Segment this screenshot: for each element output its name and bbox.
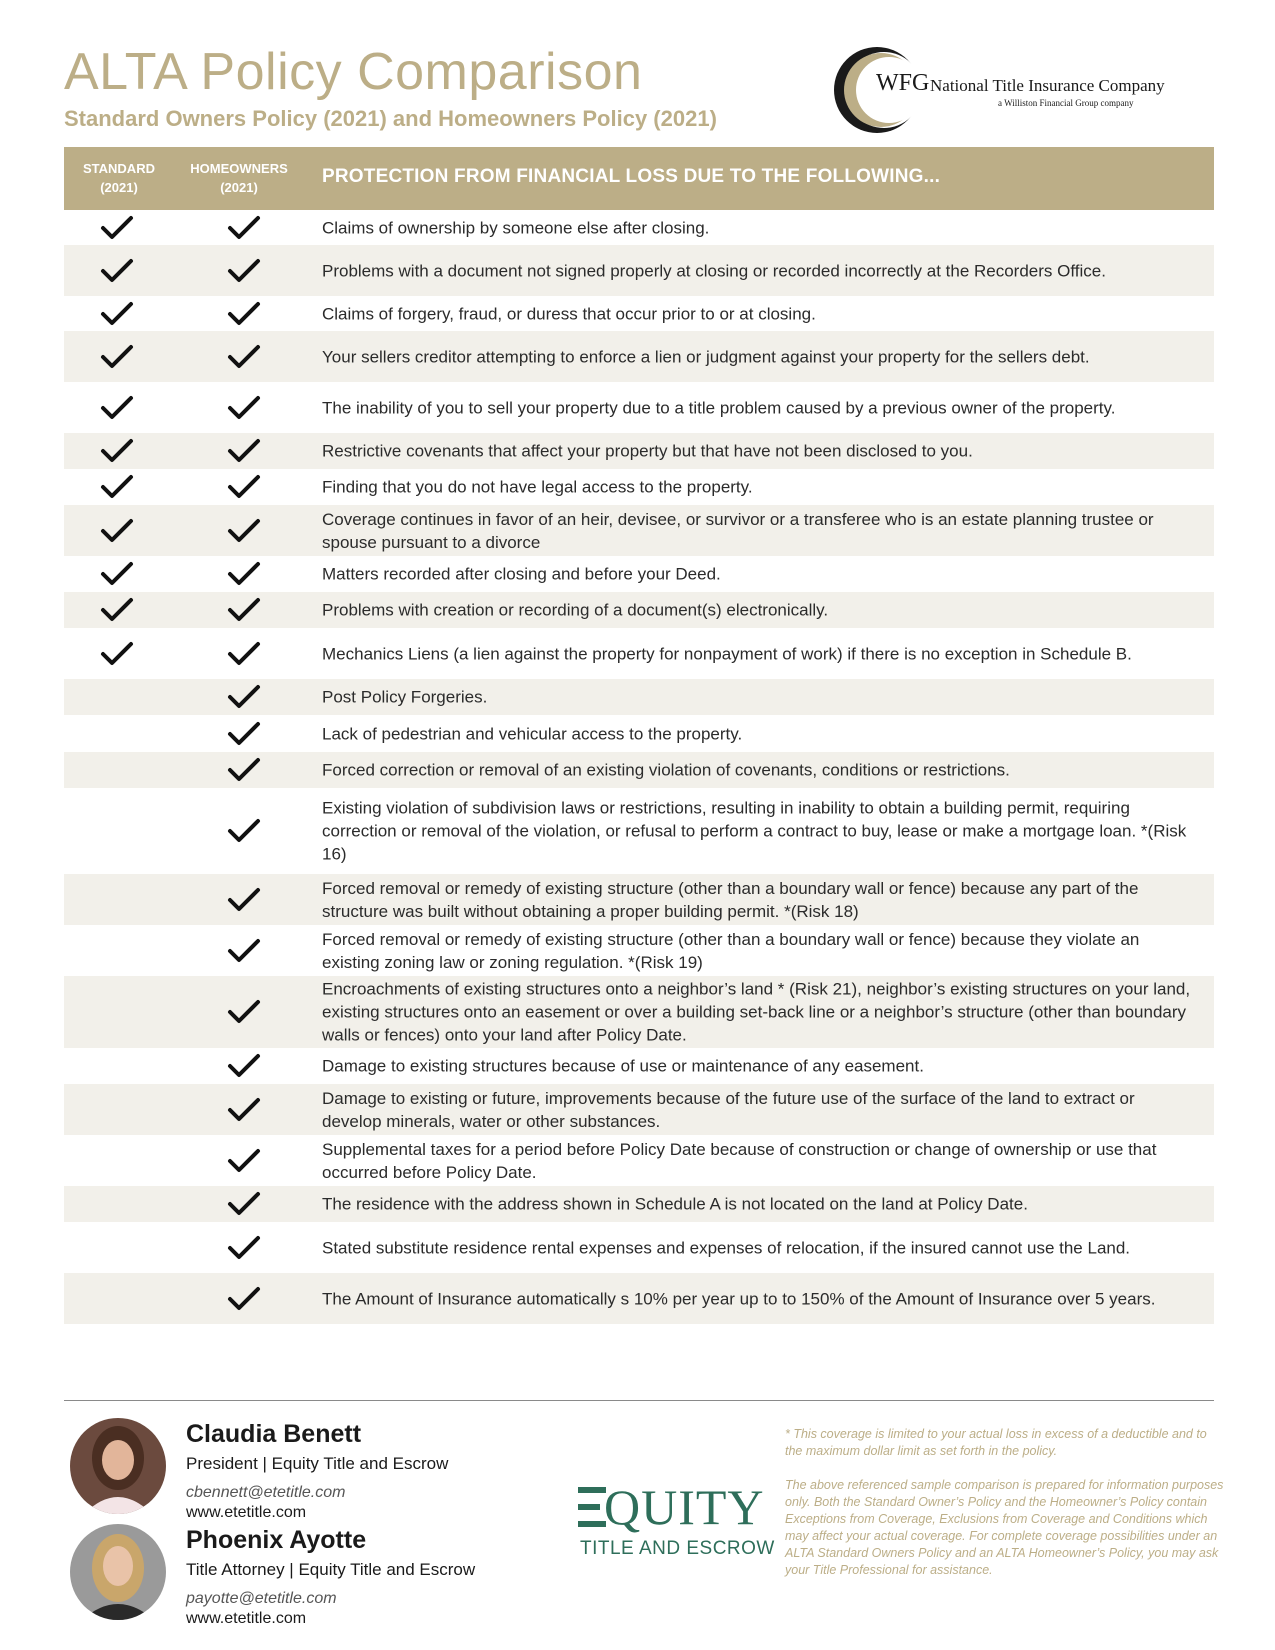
- disclaimer-body: The above referenced sample comparison is prepared for information purposes only. Both the Standard Owner’s Policy and the Homeowner’s Policy contain Exceptions from Coverage, Exclusions from Coverage and Conditions which may affect your actual coverage. For complete coverage possibilities under an ALTA Standard Owners Policy and an ALTA Homeowner’s Policy, you may ask your Title Professional for assistance.: [785, 1478, 1224, 1577]
- homeowners-check-icon: [227, 887, 261, 913]
- equity-wordmark: QUITY: [604, 1479, 765, 1535]
- equity-logo: [578, 1479, 775, 1570]
- homeowners-check-icon: [227, 1053, 261, 1079]
- coverage-description: Supplemental taxes for a period before Policy Date because of construction or change of ownership or use that occurred before Policy Date.: [322, 1139, 1157, 1182]
- standard-check-icon: [100, 597, 134, 623]
- homeowners-check-icon: [227, 818, 261, 844]
- standard-check-icon: [100, 344, 134, 370]
- page-header: [64, 40, 1214, 140]
- coverage-description: Existing violation of subdivision laws or restrictions, resulting in inability to obtain a building permit, requiring correction or removal of the violation, or refusal to perform a contract to buy, lease or make a mortgage loan. *(Risk 16): [322, 798, 1187, 864]
- coverage-description: Damage to existing or future, improvements because of the future use of the surface of the land to extract or develop minerals, water or other substances.: [322, 1088, 1135, 1131]
- table-row: [64, 1084, 1214, 1135]
- standard-check-icon: [100, 518, 134, 544]
- homeowners-check-icon: [227, 597, 261, 623]
- contact-card-phoenix: [70, 1524, 550, 1627]
- col-protection-header: PROTECTION FROM FINANCIAL LOSS DUE TO THE FOLLOWING...: [322, 166, 941, 187]
- table-row: [64, 925, 1214, 976]
- table-row: [64, 715, 1214, 752]
- coverage-description: Mechanics Liens (a lien against the property for nonpayment of work) if there is no exception in Schedule B.: [322, 644, 1132, 663]
- table-row: [64, 592, 1214, 628]
- contact-email[interactable]: cbennett@etetitle.com: [186, 1484, 346, 1501]
- standard-check-icon: [100, 438, 134, 464]
- standard-check-icon: [100, 301, 134, 327]
- table-row: [64, 1048, 1214, 1084]
- table-row: [64, 752, 1214, 788]
- homeowners-check-icon: [227, 344, 261, 370]
- homeowners-check-icon: [227, 1235, 261, 1261]
- homeowners-check-icon: [227, 561, 261, 587]
- equity-subtitle: TITLE AND ESCROW: [580, 1538, 775, 1559]
- table-row: [64, 382, 1214, 433]
- homeowners-check-icon: [227, 1148, 261, 1174]
- coverage-description: Restrictive covenants that affect your property but that have not been disclosed to you.: [322, 441, 973, 461]
- table-row: [64, 1273, 1214, 1324]
- avatar: [70, 1418, 166, 1514]
- contact-role: President | Equity Title and Escrow: [186, 1454, 449, 1473]
- contact-name: Claudia Benett: [186, 1420, 362, 1448]
- contact-name: Phoenix Ayotte: [186, 1526, 367, 1554]
- homeowners-check-icon: [227, 258, 261, 284]
- homeowners-check-icon: [227, 1286, 261, 1312]
- table-row: [64, 1186, 1214, 1222]
- standard-check-icon: [100, 215, 134, 241]
- homeowners-check-icon: [227, 684, 261, 710]
- homeowners-check-icon: [227, 757, 261, 783]
- homeowners-check-icon: [227, 438, 261, 464]
- coverage-description: The inability of you to sell your property due to a title problem caused by a previous owner of the property.: [322, 398, 1116, 417]
- equity-e-mark-icon: [578, 1487, 606, 1527]
- table-row: [64, 245, 1214, 296]
- table-row: [64, 976, 1214, 1048]
- contact-card-claudia: [70, 1418, 550, 1521]
- contact-email[interactable]: payotte@etetitle.com: [186, 1590, 337, 1607]
- coverage-description: Forced removal or remedy of existing structure (other than a boundary wall or fence) because any part of the structure was built without obtaining a proper building permit. *(Risk 18): [322, 878, 1139, 921]
- homeowners-check-icon: [227, 641, 261, 667]
- contact-website[interactable]: www.etetitle.com: [186, 1610, 307, 1627]
- footer-divider: [64, 1400, 1214, 1401]
- table-row: [64, 433, 1214, 469]
- wfg-company-name: National Title Insurance Company: [930, 76, 1165, 95]
- comparison-table: [64, 147, 1214, 1324]
- coverage-description: Finding that you do not have legal access to the property.: [322, 477, 753, 497]
- homeowners-check-icon: [227, 999, 261, 1025]
- homeowners-check-icon: [227, 721, 261, 747]
- wfg-logo: [832, 40, 1212, 140]
- coverage-description: Coverage continues in favor of an heir, devisee, or survivor or a transferee who is an estate planning trustee or spouse pursuant to a divorce: [322, 509, 1154, 552]
- table-row: [64, 628, 1214, 679]
- table-header: [64, 147, 1214, 210]
- contact-website[interactable]: www.etetitle.com: [186, 1504, 307, 1521]
- col-homeowners-header: HOMEOWNERS (2021): [190, 161, 288, 195]
- table-row: [64, 788, 1214, 874]
- col-standard-header: STANDARD (2021): [83, 161, 155, 195]
- table-row: [64, 556, 1214, 592]
- coverage-description: Claims of forgery, fraud, or duress that occur prior to or at closing.: [322, 304, 816, 323]
- coverage-description: Your sellers creditor attempting to enforce a lien or judgment against your property for the sellers debt.: [322, 347, 1090, 366]
- disclaimer: [785, 1426, 1225, 1596]
- coverage-description: Matters recorded after closing and before your Deed.: [322, 564, 721, 584]
- page-title: ALTA Policy Comparison: [64, 43, 643, 101]
- page-subtitle: Standard Owners Policy (2021) and Homeowners Policy (2021): [64, 106, 717, 131]
- wfg-tagline: a Williston Financial Group company: [998, 98, 1134, 108]
- standard-check-icon: [100, 641, 134, 667]
- standard-check-icon: [100, 395, 134, 421]
- wfg-mark: WFG: [876, 70, 930, 96]
- coverage-description: Forced correction or removal of an existing violation of covenants, conditions or restrictions.: [322, 760, 1010, 780]
- homeowners-check-icon: [227, 474, 261, 500]
- table-row: [64, 210, 1214, 245]
- coverage-description: Damage to existing structures because of use or maintenance of any easement.: [322, 1056, 924, 1076]
- disclaimer-note: * This coverage is limited to your actual loss in excess of a deductible and to the maximum dollar limit as set forth in the policy.: [785, 1427, 1207, 1458]
- coverage-description: Post Policy Forgeries.: [322, 687, 488, 707]
- table-row: [64, 331, 1214, 382]
- standard-check-icon: [100, 474, 134, 500]
- contact-role: Title Attorney | Equity Title and Escrow: [186, 1560, 476, 1579]
- table-row: [64, 469, 1214, 505]
- coverage-description: The Amount of Insurance automatically s 10% per year up to to 150% of the Amount of Insurance over 5 years.: [322, 1289, 1156, 1308]
- standard-check-icon: [100, 258, 134, 284]
- homeowners-check-icon: [227, 938, 261, 964]
- standard-check-icon: [100, 561, 134, 587]
- table-row: [64, 679, 1214, 715]
- coverage-description: Claims of ownership by someone else after closing.: [322, 218, 710, 237]
- avatar: [70, 1524, 166, 1620]
- homeowners-check-icon: [227, 395, 261, 421]
- table-row: [64, 1222, 1214, 1273]
- table-row: [64, 505, 1214, 556]
- table-body: [64, 210, 1214, 1324]
- homeowners-check-icon: [227, 518, 261, 544]
- coverage-description: Problems with a document not signed properly at closing or recorded incorrectly at the Recorders Office.: [322, 261, 1106, 280]
- table-row: [64, 874, 1214, 925]
- coverage-description: Lack of pedestrian and vehicular access to the property.: [322, 724, 743, 743]
- homeowners-check-icon: [227, 1097, 261, 1123]
- coverage-description: Forced removal or remedy of existing structure (other than a boundary wall or fence) because they violate an existing zoning law or zoning regulation. *(Risk 19): [322, 929, 1140, 972]
- homeowners-check-icon: [227, 215, 261, 241]
- coverage-description: Encroachments of existing structures onto a neighbor’s land * (Risk 21), neighbor’s existing structures on your land, existing structures onto an easement or over a building set-back line or a neighbor’s structure (other than boundary walls or fences) onto your land after Policy Date.: [322, 979, 1191, 1045]
- table-row: [64, 296, 1214, 331]
- homeowners-check-icon: [227, 1191, 261, 1217]
- coverage-description: Problems with creation or recording of a document(s) electronically.: [322, 600, 829, 620]
- coverage-description: The residence with the address shown in Schedule A is not located on the land at Policy Date.: [322, 1194, 1028, 1214]
- homeowners-check-icon: [227, 301, 261, 327]
- coverage-description: Stated substitute residence rental expenses and expenses of relocation, if the insured cannot use the Land.: [322, 1238, 1131, 1257]
- table-row: [64, 1135, 1214, 1186]
